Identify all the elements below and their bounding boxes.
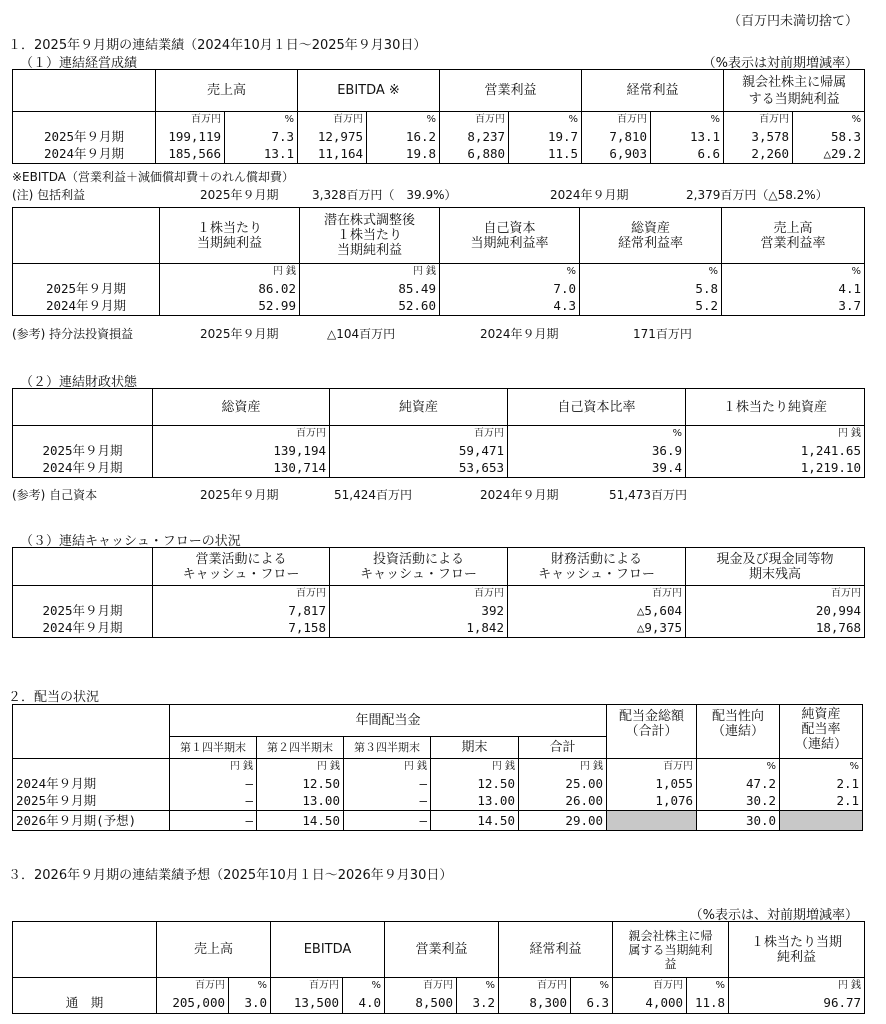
- cell: 392: [330, 601, 508, 619]
- unit: %: [367, 112, 440, 128]
- cell: 3.0: [229, 993, 271, 1013]
- cell: 12.50: [431, 774, 519, 792]
- cell: 14.50: [257, 810, 344, 830]
- col-roe: 自己資本 当期純利益率: [440, 208, 580, 264]
- row-label: 通 期: [13, 993, 157, 1013]
- unit: %: [509, 112, 582, 128]
- cell: 7,817: [153, 601, 330, 619]
- col-investing-cf: 投資活動による キャッシュ・フロー: [330, 548, 508, 586]
- unit: 円 銭: [519, 759, 607, 775]
- unit: 円 銭: [300, 264, 440, 280]
- unit: 百万円: [582, 112, 651, 128]
- unit: 百万円: [724, 112, 793, 128]
- unit: 百万円: [330, 586, 508, 602]
- cell: 1,241.65: [686, 441, 865, 459]
- unit-note: （百万円未満切捨て）: [727, 14, 858, 29]
- col-year-end: 期末: [431, 737, 519, 759]
- row-label: 2024年９月期: [13, 145, 156, 163]
- forecast-title: ３．2026年９月期の連結業績予想（2025年10月１日～2026年９月30日）: [8, 868, 453, 883]
- cell: 1,219.10: [686, 459, 865, 477]
- ref1-label: (参考) 持分法投資損益: [12, 327, 134, 341]
- cell: ―: [170, 810, 257, 830]
- unit: 百万円: [153, 426, 330, 442]
- cell: ―: [344, 810, 431, 830]
- cell: 199,119: [156, 127, 225, 145]
- cell: 39.4: [508, 459, 686, 477]
- cell: 7,810: [582, 127, 651, 145]
- cell: 139,194: [153, 441, 330, 459]
- unit: %: [571, 978, 613, 994]
- pct-note: （%表示は対前期増減率）: [702, 56, 858, 71]
- unit: %: [225, 112, 298, 128]
- col-diluted-eps: 潜在株式調整後 １株当たり 当期純利益: [300, 208, 440, 264]
- cell: 4.3: [440, 297, 580, 315]
- fc-col-eps: １株当たり当期 純利益: [729, 922, 865, 978]
- col-ebitda: EBITDA ※: [298, 70, 440, 112]
- cell: 20,994: [686, 601, 865, 619]
- ebitda-note: ※EBITDA（営業利益＋減価償却費＋のれん償却費）: [12, 170, 294, 184]
- col-op-income: 営業利益: [440, 70, 582, 112]
- unit: %: [229, 978, 271, 994]
- col-equity-ratio: 自己資本比率: [508, 389, 686, 426]
- cell: ―: [344, 792, 431, 810]
- section1-sub: （１）連結経営成績: [20, 56, 138, 71]
- col-q1: 第１四半期末: [170, 737, 257, 759]
- unit: 百万円: [156, 112, 225, 128]
- unit: %: [651, 112, 724, 128]
- cell: 18,768: [686, 619, 865, 637]
- cell: 7,158: [153, 619, 330, 637]
- col-total: 合計: [519, 737, 607, 759]
- cell: 11.8: [687, 993, 729, 1013]
- cell: 6.3: [571, 993, 613, 1013]
- ref2-v1: 51,424百万円: [334, 488, 412, 502]
- cell: ―: [344, 774, 431, 792]
- unit: %: [580, 264, 722, 280]
- fc-col-ebitda: EBITDA: [271, 922, 385, 978]
- col-sales: 売上高: [156, 70, 298, 112]
- fc-col-ord-income: 経常利益: [499, 922, 613, 978]
- cell: 13.00: [257, 792, 344, 810]
- col-cash-end: 現金及び現金同等物 期末残高: [686, 548, 865, 586]
- cell: 2.1: [780, 774, 863, 792]
- ref1-v1: △104百万円: [327, 327, 396, 341]
- cell: △9,375: [508, 619, 686, 637]
- annual-dividend-header: 年間配当金: [170, 705, 607, 737]
- cell: 36.9: [508, 441, 686, 459]
- row-label: 2024年９月期: [13, 297, 160, 315]
- cell: 52.99: [160, 297, 300, 315]
- row-label: 2025年９月期: [13, 127, 156, 145]
- col-net-income: 親会社株主に帰属 する当期純利益: [724, 70, 865, 112]
- ref1-v2: 171百万円: [633, 327, 692, 341]
- unit: 円 銭: [160, 264, 300, 280]
- cell-blank: [780, 810, 863, 830]
- cell: 3,578: [724, 127, 793, 145]
- col-total-assets: 総資産: [153, 389, 330, 426]
- cell: 5.2: [580, 297, 722, 315]
- unit: %: [440, 264, 580, 280]
- cell: 205,000: [157, 993, 229, 1013]
- unit: 百万円: [330, 426, 508, 442]
- cell: 30.2: [697, 792, 780, 810]
- section3-sub: （３）連結キャッシュ・フローの状況: [20, 534, 241, 549]
- cell: 13.1: [225, 145, 298, 163]
- ref2-label: (参考) 自己資本: [12, 488, 98, 502]
- col-bps: １株当たり純資産: [686, 389, 865, 426]
- cell: 96.77: [729, 993, 865, 1013]
- unit: 百万円: [613, 978, 687, 994]
- unit: 円 銭: [344, 759, 431, 775]
- ref2-v2: 51,473百万円: [609, 488, 687, 502]
- ref2-y1: 2025年９月期: [200, 488, 279, 502]
- cell: 19.7: [509, 127, 582, 145]
- comp-v2: 2,379百万円（△58.2%）: [686, 188, 828, 202]
- unit: %: [793, 112, 865, 128]
- unit: 円 銭: [729, 978, 865, 994]
- cell: 12,975: [298, 127, 367, 145]
- unit: %: [343, 978, 385, 994]
- cell: 4.0: [343, 993, 385, 1013]
- cell: 30.0: [697, 810, 780, 830]
- cashflow-table: [12, 547, 865, 638]
- unit: %: [780, 759, 863, 775]
- section1-title: １．2025年９月期の連結業績（2024年10月１日～2025年９月30日）: [8, 38, 427, 53]
- col-eps: １株当たり 当期純利益: [160, 208, 300, 264]
- unit: 百万円: [298, 112, 367, 128]
- cell: 53,653: [330, 459, 508, 477]
- unit: 百万円: [157, 978, 229, 994]
- cell: 13,500: [271, 993, 343, 1013]
- fc-col-op-income: 営業利益: [385, 922, 499, 978]
- col-q3: 第３四半期末: [344, 737, 431, 759]
- row-label: 2025年９月期: [13, 792, 170, 810]
- cell: 59,471: [330, 441, 508, 459]
- cell: 130,714: [153, 459, 330, 477]
- cell: 29.00: [519, 810, 607, 830]
- cell: 6.6: [651, 145, 724, 163]
- cell-blank: [607, 810, 697, 830]
- cell: 12.50: [257, 774, 344, 792]
- unit: %: [508, 426, 686, 442]
- cell: 8,237: [440, 127, 509, 145]
- cell: 2.1: [780, 792, 863, 810]
- row-label: 2024年９月期: [13, 459, 153, 477]
- cell: 1,842: [330, 619, 508, 637]
- unit: %: [697, 759, 780, 775]
- unit: %: [687, 978, 729, 994]
- col-payout-ratio: 配当性向 （連結）: [697, 705, 780, 759]
- comp-label: (注) 包括利益: [12, 188, 86, 202]
- col-roa: 総資産 経常利益率: [580, 208, 722, 264]
- cell: 3.2: [457, 993, 499, 1013]
- cell: 11.5: [509, 145, 582, 163]
- cell: 58.3: [793, 127, 865, 145]
- unit: 百万円: [508, 586, 686, 602]
- unit: 百万円: [607, 759, 697, 775]
- col-operating-cf: 営業活動による キャッシュ・フロー: [153, 548, 330, 586]
- section2-sub: （２）連結財政状態: [20, 375, 138, 390]
- cell: 6,903: [582, 145, 651, 163]
- cell: 2,260: [724, 145, 793, 163]
- row-label: 2025年９月期: [13, 279, 160, 297]
- unit: 百万円: [499, 978, 571, 994]
- col-net-assets: 純資産: [330, 389, 508, 426]
- col-doe: 純資産 配当率 （連結）: [780, 705, 863, 759]
- unit: %: [457, 978, 499, 994]
- comp-y2: 2024年９月期: [550, 188, 629, 202]
- cell: 8,300: [499, 993, 571, 1013]
- cell: 25.00: [519, 774, 607, 792]
- cell: 7.3: [225, 127, 298, 145]
- row-label: 2024年９月期: [13, 619, 153, 637]
- cell: 26.00: [519, 792, 607, 810]
- comp-v1: 3,328百万円（ 39.9%）: [312, 188, 457, 202]
- cell: 14.50: [431, 810, 519, 830]
- cell: 47.2: [697, 774, 780, 792]
- fc-col-sales: 売上高: [157, 922, 271, 978]
- unit: 百万円: [440, 112, 509, 128]
- cell: 16.2: [367, 127, 440, 145]
- forecast-table: [12, 921, 865, 1014]
- fc-col-net-income: 親会社株主に帰 属する当期純利 益: [613, 922, 729, 978]
- unit: 円 銭: [170, 759, 257, 775]
- cell: 85.49: [300, 279, 440, 297]
- cell: △5,604: [508, 601, 686, 619]
- cell: ―: [170, 774, 257, 792]
- dividend-table: [12, 704, 863, 831]
- comp-y1: 2025年９月期: [200, 188, 279, 202]
- row-label: 2026年９月期(予想): [13, 810, 170, 830]
- row-label: 2024年９月期: [13, 774, 170, 792]
- cell: 19.8: [367, 145, 440, 163]
- cell: 185,566: [156, 145, 225, 163]
- cell: △29.2: [793, 145, 865, 163]
- cell: 5.8: [580, 279, 722, 297]
- unit: 百万円: [686, 586, 865, 602]
- unit: 百万円: [153, 586, 330, 602]
- financial-position-table: [12, 388, 865, 478]
- row-label: 2025年９月期: [13, 441, 153, 459]
- cell: 1,076: [607, 792, 697, 810]
- cell: 3.7: [722, 297, 865, 315]
- cell: 11,164: [298, 145, 367, 163]
- cell: 86.02: [160, 279, 300, 297]
- unit: 円 銭: [257, 759, 344, 775]
- cell: 13.00: [431, 792, 519, 810]
- dividend-title: ２．配当の状況: [8, 690, 100, 705]
- cell: 1,055: [607, 774, 697, 792]
- col-total-dividend: 配当金総額 （合計）: [607, 705, 697, 759]
- results-table: [12, 69, 865, 164]
- cell: 4,000: [613, 993, 687, 1013]
- unit: 円 銭: [431, 759, 519, 775]
- unit: 円 銭: [686, 426, 865, 442]
- cell: 6,880: [440, 145, 509, 163]
- col-op-margin: 売上高 営業利益率: [722, 208, 865, 264]
- cell: ―: [170, 792, 257, 810]
- ref1-y2: 2024年９月期: [480, 327, 559, 341]
- unit: 百万円: [385, 978, 457, 994]
- unit: %: [722, 264, 865, 280]
- forecast-pct-note: （%表示は、対前期増減率）: [689, 908, 858, 923]
- ref1-y1: 2025年９月期: [200, 327, 279, 341]
- cell: 7.0: [440, 279, 580, 297]
- cell: 4.1: [722, 279, 865, 297]
- ratio-table: [12, 207, 865, 316]
- ref2-y2: 2024年９月期: [480, 488, 559, 502]
- col-financing-cf: 財務活動による キャッシュ・フロー: [508, 548, 686, 586]
- col-ord-income: 経常利益: [582, 70, 724, 112]
- unit: 百万円: [271, 978, 343, 994]
- cell: 13.1: [651, 127, 724, 145]
- row-label: 2025年９月期: [13, 601, 153, 619]
- cell: 52.60: [300, 297, 440, 315]
- col-q2: 第２四半期末: [257, 737, 344, 759]
- cell: 8,500: [385, 993, 457, 1013]
